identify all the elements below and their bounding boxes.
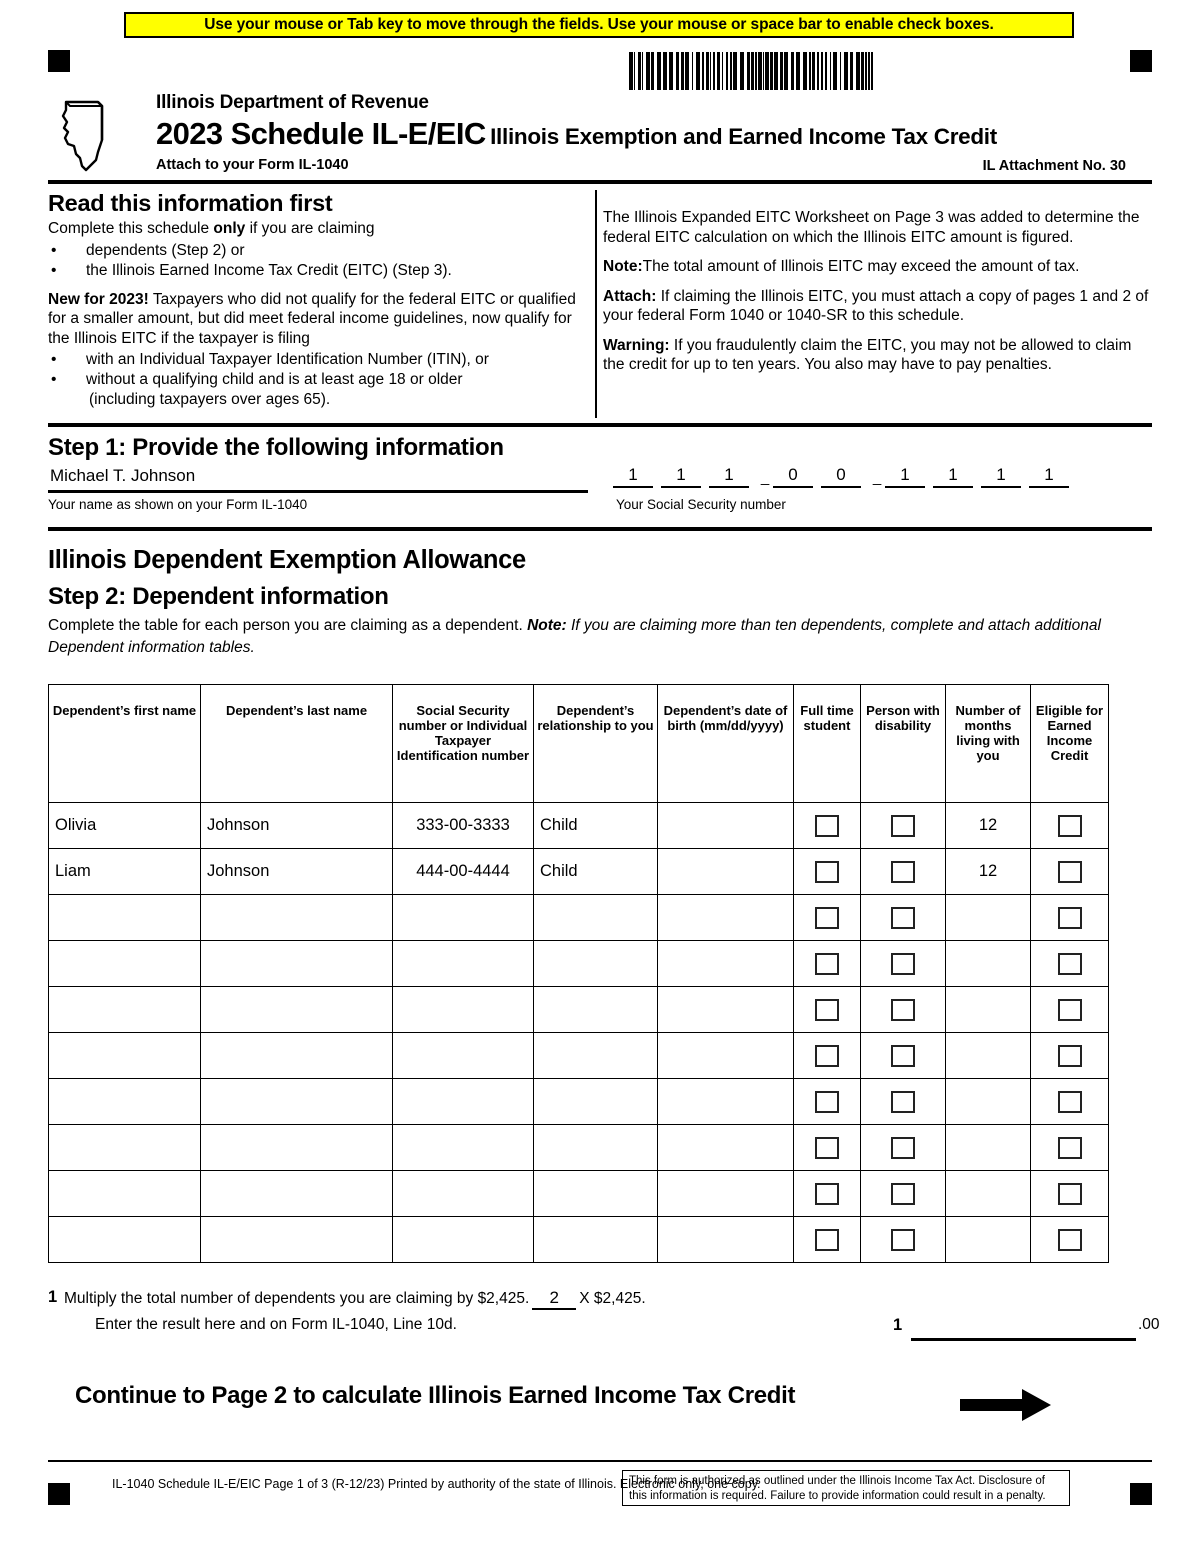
- cell-first-name-value: Olivia: [55, 816, 97, 834]
- cell-eic-eligible[interactable]: [1031, 803, 1109, 849]
- table-row: [49, 1033, 1109, 1079]
- info-bottom-rule: [48, 423, 1152, 427]
- full-time-student-checkbox[interactable]: [815, 1045, 839, 1067]
- cell-eic-eligible[interactable]: [1031, 895, 1109, 941]
- cell-disability[interactable]: [861, 1171, 946, 1217]
- info-left-column: [48, 190, 578, 410]
- ssn-digit-value: 0: [836, 465, 846, 484]
- column-header-disability: Person with disability: [861, 685, 946, 803]
- cell-months-living[interactable]: [946, 1079, 1031, 1125]
- footer-authorization-box: This form is authorized as outlined under the Illinois Income Tax Act. Disclosure of this information is required. Failure to provide information could result in a penalty.: [622, 1470, 1070, 1506]
- ssn-digit-6[interactable]: [885, 464, 925, 488]
- full-time-student-checkbox[interactable]: [815, 815, 839, 837]
- ssn-digit-rule: [821, 486, 861, 488]
- ssn-field-group[interactable]: [613, 464, 1077, 488]
- disability-checkbox[interactable]: [891, 953, 915, 975]
- cell-disability[interactable]: [861, 1033, 946, 1079]
- cell-full-time-student[interactable]: [794, 1125, 861, 1171]
- ssn-digit-rule: [981, 486, 1021, 488]
- line-1-right-number: 1: [893, 1316, 903, 1334]
- cell-months-living[interactable]: [946, 895, 1031, 941]
- bullet-item: [48, 350, 578, 370]
- dependent-count-field[interactable]: 2: [532, 1288, 576, 1310]
- bullet-glyph: •: [51, 351, 57, 368]
- eic-eligible-checkbox[interactable]: [1058, 1091, 1082, 1113]
- new-for-2023-text: Taxpayers who did not qualify for the federal EITC or qualified for a smaller amount, but did meet federal income guidelines, now qualify for the Illinois EITC if the taxpayer is filing: [48, 290, 576, 347]
- cell-first-name[interactable]: [49, 1033, 201, 1079]
- ssn-digit-value: 1: [676, 465, 686, 484]
- bullet-continuation: (including taxpayers over ages 65).: [89, 391, 331, 408]
- note-text: The total amount of Illinois EITC may exceed the amount of tax.: [642, 258, 1080, 275]
- ssn-digit-value: 1: [996, 465, 1006, 484]
- eic-eligible-checkbox[interactable]: [1058, 999, 1082, 1021]
- disability-checkbox[interactable]: [891, 1091, 915, 1113]
- dependent-information-table: [48, 684, 1109, 1263]
- cell-ssn[interactable]: [393, 1125, 534, 1171]
- info-column-divider: [595, 190, 597, 418]
- form-title-main: 2023 Schedule IL-E/EIC: [156, 116, 486, 151]
- table-row: [49, 1125, 1109, 1171]
- cell-last-name[interactable]: [201, 987, 393, 1033]
- cell-disability[interactable]: [861, 941, 946, 987]
- disability-checkbox[interactable]: [891, 1137, 915, 1159]
- cell-relationship[interactable]: [534, 987, 658, 1033]
- step2-description-italic: If you are claiming more than ten dependents, complete and attach additional Dependent information tables.: [48, 617, 1101, 656]
- ssn-separator: _: [872, 469, 882, 486]
- table-row: [49, 1171, 1109, 1217]
- ssn-digit-4[interactable]: [773, 464, 813, 488]
- form-title-row: [156, 116, 997, 152]
- cell-eic-eligible[interactable]: [1031, 1171, 1109, 1217]
- bullet-item: [48, 261, 578, 281]
- cell-disability[interactable]: [861, 1217, 946, 1263]
- cell-date-of-birth[interactable]: [658, 987, 794, 1033]
- table-body: [49, 803, 1109, 1263]
- cell-months-living[interactable]: [946, 1171, 1031, 1217]
- step2-description-plain: Complete the table for each person you are claiming as a dependent.: [48, 617, 528, 634]
- cell-date-of-birth[interactable]: [658, 895, 794, 941]
- cell-first-name-value: Liam: [55, 862, 91, 880]
- full-time-student-checkbox[interactable]: [815, 1183, 839, 1205]
- cell-full-time-student[interactable]: [794, 849, 861, 895]
- column-header-full-time-student: Full time student: [794, 685, 861, 803]
- eic-eligible-checkbox[interactable]: [1058, 953, 1082, 975]
- info-right-column: [603, 208, 1152, 385]
- department-name: Illinois Department of Revenue: [156, 92, 429, 113]
- cell-relationship[interactable]: [534, 849, 658, 895]
- ssn-digit-value: 1: [948, 465, 958, 484]
- cell-last-name-value: Johnson: [207, 862, 270, 880]
- eic-eligible-checkbox[interactable]: [1058, 1137, 1082, 1159]
- taxpayer-name-rule: [48, 490, 588, 493]
- step2-heading: Step 2: Dependent information: [48, 583, 389, 610]
- cell-disability[interactable]: [861, 987, 946, 1033]
- eic-eligible-checkbox[interactable]: [1058, 1045, 1082, 1067]
- cell-relationship[interactable]: [534, 1079, 658, 1125]
- cell-last-name[interactable]: [201, 803, 393, 849]
- cell-first-name[interactable]: [49, 987, 201, 1033]
- table-row: [49, 987, 1109, 1033]
- bullet-glyph: •: [51, 371, 57, 388]
- taxpayer-name-field[interactable]: Michael T. Johnson: [50, 466, 196, 485]
- cell-last-name[interactable]: [201, 1079, 393, 1125]
- attach-label: Attach:: [603, 287, 657, 305]
- full-time-student-checkbox[interactable]: [815, 1137, 839, 1159]
- cell-first-name[interactable]: [49, 1079, 201, 1125]
- cell-full-time-student[interactable]: [794, 1217, 861, 1263]
- table-row: [49, 1079, 1109, 1125]
- cell-relationship-value: Child: [540, 862, 578, 880]
- cell-ssn[interactable]: [393, 803, 534, 849]
- eic-eligible-checkbox[interactable]: [1058, 861, 1082, 883]
- attach-instruction: Attach to your Form IL-1040: [156, 157, 349, 173]
- bullet-glyph: •: [51, 261, 57, 279]
- disability-checkbox[interactable]: [891, 815, 915, 837]
- cell-months-living[interactable]: [946, 987, 1031, 1033]
- cell-last-name[interactable]: [201, 1217, 393, 1263]
- full-time-student-checkbox[interactable]: [815, 861, 839, 883]
- cell-full-time-student[interactable]: [794, 1171, 861, 1217]
- cell-relationship[interactable]: [534, 1171, 658, 1217]
- cell-first-name[interactable]: [49, 1125, 201, 1171]
- cell-ssn[interactable]: [393, 1171, 534, 1217]
- cell-relationship[interactable]: [534, 803, 658, 849]
- cell-last-name[interactable]: [201, 849, 393, 895]
- eic-eligible-checkbox[interactable]: [1058, 1229, 1082, 1251]
- disability-checkbox[interactable]: [891, 1183, 915, 1205]
- intro-bold: only: [213, 220, 246, 237]
- full-time-student-checkbox[interactable]: [815, 907, 839, 929]
- bullet-item: [48, 370, 578, 390]
- cell-full-time-student[interactable]: [794, 941, 861, 987]
- footer-left-text: IL-1040 Schedule IL-E/EIC Page 1 of 3 (R-12/23) Printed by authority of the state of Illinois. Electronic only, one copy.: [112, 1477, 761, 1491]
- bullet-glyph: •: [51, 241, 57, 259]
- cell-disability[interactable]: [861, 895, 946, 941]
- ssn-separator: _: [760, 469, 770, 486]
- column-header-eic-eligible: Eligible for Earned Income Credit: [1031, 685, 1109, 803]
- cell-relationship[interactable]: [534, 1125, 658, 1171]
- full-time-student-checkbox[interactable]: [815, 999, 839, 1021]
- column-header-months-living: Number of months living with you: [946, 685, 1031, 803]
- note-label: Note:: [603, 258, 643, 275]
- attach-text: If claiming the Illinois EITC, you must attach a copy of pages 1 and 2 of your federal Form 1040 or 1040-SR to this schedule.: [603, 287, 1149, 324]
- full-time-student-checkbox[interactable]: [815, 1229, 839, 1251]
- line-1-text-second: Enter the result here and on Form IL-1040, Line 10d.: [95, 1316, 457, 1333]
- ssn-digit-rule: [1029, 486, 1069, 488]
- line-1-text-after: X $2,425.: [579, 1290, 646, 1307]
- intro-post: if you are claiming: [245, 220, 375, 237]
- cell-eic-eligible[interactable]: [1031, 987, 1109, 1033]
- cell-ssn[interactable]: [393, 1217, 534, 1263]
- column-header-date-of-birth: Dependent’s date of birth (mm/dd/yyyy): [658, 685, 794, 803]
- cell-months-living[interactable]: [946, 1033, 1031, 1079]
- cell-ssn-value: 333-00-3333: [416, 816, 510, 834]
- cell-eic-eligible[interactable]: [1031, 1125, 1109, 1171]
- ssn-digit-value: 1: [724, 465, 734, 484]
- line-1-text-before: Multiply the total number of dependents you are claiming by $2,425.: [64, 1290, 530, 1307]
- ssn-digit-rule: [885, 486, 925, 488]
- cell-date-of-birth[interactable]: [658, 1125, 794, 1171]
- warning-paragraph: [603, 336, 1152, 375]
- cell-eic-eligible[interactable]: [1031, 941, 1109, 987]
- form-title-sub: Illinois Exemption and Earned Income Tax Credit: [490, 124, 997, 149]
- ssn-digit-value: 1: [1044, 465, 1054, 484]
- line-1-cents: .00: [1138, 1316, 1160, 1333]
- ssn-digit-9[interactable]: [1029, 464, 1069, 488]
- cell-eic-eligible[interactable]: [1031, 1079, 1109, 1125]
- cell-months-living[interactable]: [946, 941, 1031, 987]
- cell-months-living[interactable]: [946, 1125, 1031, 1171]
- ssn-digit-8[interactable]: [981, 464, 1021, 488]
- continue-to-page-2-text: Continue to Page 2 to calculate Illinois Earned Income Tax Credit: [75, 1382, 796, 1409]
- full-time-student-checkbox[interactable]: [815, 1091, 839, 1113]
- cell-ssn[interactable]: [393, 941, 534, 987]
- cell-relationship[interactable]: [534, 1217, 658, 1263]
- cell-full-time-student[interactable]: [794, 987, 861, 1033]
- step2-description: [48, 615, 1153, 659]
- registration-mark-top-right: [1130, 50, 1152, 72]
- step2-note-label: Note:: [527, 617, 567, 634]
- cell-months-value: 12: [978, 862, 998, 880]
- attach-paragraph: [603, 287, 1152, 326]
- cell-last-name[interactable]: [201, 1125, 393, 1171]
- cell-disability[interactable]: [861, 1079, 946, 1125]
- header-divider-rule: [48, 180, 1152, 184]
- warning-text: If you fraudulently claim the EITC, you may not be allowed to claim the credit for up to ten years. You also may have to pay penalties.: [603, 336, 1132, 373]
- footer-rule: [48, 1460, 1152, 1462]
- ssn-digit-value: 1: [900, 465, 910, 484]
- cell-disability[interactable]: [861, 1125, 946, 1171]
- ssn-digit-3[interactable]: [709, 464, 749, 488]
- cell-full-time-student[interactable]: [794, 1079, 861, 1125]
- cell-months-living[interactable]: [946, 1217, 1031, 1263]
- ssn-digit-2[interactable]: [661, 464, 701, 488]
- line-1-amount-field[interactable]: [911, 1338, 1136, 1341]
- warning-label: Warning:: [603, 336, 670, 354]
- cell-eic-eligible[interactable]: [1031, 1217, 1109, 1263]
- column-header-first-name: Dependent’s first name: [49, 685, 201, 803]
- instruction-banner: Use your mouse or Tab key to move through the fields. Use your mouse or space bar to enable check boxes.: [124, 12, 1074, 38]
- cell-ssn[interactable]: [393, 895, 534, 941]
- bullet-item: [48, 241, 578, 261]
- right-arrow-icon: [960, 1388, 1052, 1422]
- cell-ssn[interactable]: [393, 849, 534, 895]
- ssn-digit-value: 0: [788, 465, 798, 484]
- ssn-digit-7[interactable]: [933, 464, 973, 488]
- bullet-text: with an Individual Taxpayer Identification Number (ITIN), or: [86, 351, 489, 368]
- ssn-digit-rule: [709, 486, 749, 488]
- cell-disability[interactable]: [861, 803, 946, 849]
- registration-mark-bottom-right: [1130, 1483, 1152, 1505]
- cell-full-time-student[interactable]: [794, 895, 861, 941]
- full-time-student-checkbox[interactable]: [815, 953, 839, 975]
- cell-ssn[interactable]: [393, 987, 534, 1033]
- disability-checkbox[interactable]: [891, 1045, 915, 1067]
- cell-relationship[interactable]: [534, 895, 658, 941]
- bullet-text: the Illinois Earned Income Tax Credit (EITC) (Step 3).: [86, 261, 452, 279]
- cell-full-time-student[interactable]: [794, 1033, 861, 1079]
- cell-disability[interactable]: [861, 849, 946, 895]
- spacer: [48, 281, 578, 290]
- eic-eligible-checkbox[interactable]: [1058, 1183, 1082, 1205]
- column-header-ssn-itin: Social Security number or Individual Taxpayer Identification number: [393, 685, 534, 803]
- cell-date-of-birth[interactable]: [658, 1079, 794, 1125]
- cell-ssn-value: 444-00-4444: [416, 862, 510, 880]
- cell-date-of-birth[interactable]: [658, 1033, 794, 1079]
- line-1-text: [64, 1288, 646, 1310]
- ssn-digit-rule: [661, 486, 701, 488]
- cell-date-of-birth[interactable]: [658, 1171, 794, 1217]
- cell-first-name[interactable]: [49, 1217, 201, 1263]
- cell-last-name-value: Johnson: [207, 816, 270, 834]
- cell-relationship-value: Child: [540, 816, 578, 834]
- ssn-digit-value: 1: [628, 465, 638, 484]
- note-paragraph: [603, 257, 1152, 277]
- read-first-heading: Read this information first: [48, 190, 333, 216]
- cell-date-of-birth[interactable]: [658, 1217, 794, 1263]
- cell-months-living[interactable]: [946, 849, 1031, 895]
- read-first-intro: [48, 219, 578, 239]
- column-header-last-name: Dependent’s last name: [201, 685, 393, 803]
- column-header-relationship: Dependent’s relationship to you: [534, 685, 658, 803]
- table-row: [49, 941, 1109, 987]
- disability-checkbox[interactable]: [891, 907, 915, 929]
- registration-mark-bottom-left: [48, 1483, 70, 1505]
- illinois-state-outline-icon: [52, 96, 112, 176]
- ssn-digit-rule: [773, 486, 813, 488]
- cell-first-name[interactable]: [49, 895, 201, 941]
- ssn-digit-rule: [933, 486, 973, 488]
- worksheet-note: The Illinois Expanded EITC Worksheet on Page 3 was added to determine the federal EITC calculation on which the Illinois EITC amount is figured.: [603, 209, 1140, 246]
- disability-checkbox[interactable]: [891, 861, 915, 883]
- cell-months-value: 12: [978, 816, 998, 834]
- cell-last-name[interactable]: [201, 941, 393, 987]
- form-barcode: [629, 52, 876, 90]
- cell-first-name[interactable]: [49, 803, 201, 849]
- table-header-row: [49, 685, 1109, 803]
- allowance-heading: Illinois Dependent Exemption Allowance: [48, 546, 526, 574]
- cell-last-name[interactable]: [201, 1171, 393, 1217]
- ssn-digit-1[interactable]: [613, 464, 653, 488]
- ssn-digit-rule: [613, 486, 653, 488]
- cell-date-of-birth[interactable]: [658, 941, 794, 987]
- cell-ssn[interactable]: [393, 1079, 534, 1125]
- bullet-text: dependents (Step 2) or: [86, 241, 245, 259]
- cell-date-of-birth[interactable]: [658, 849, 794, 895]
- ssn-caption: Your Social Security number: [616, 497, 786, 512]
- bullet-text: without a qualifying child and is at least age 18 or older: [86, 371, 463, 388]
- cell-eic-eligible[interactable]: [1031, 1033, 1109, 1079]
- cell-last-name[interactable]: [201, 895, 393, 941]
- cell-ssn[interactable]: [393, 1033, 534, 1079]
- cell-date-of-birth[interactable]: [658, 803, 794, 849]
- cell-first-name[interactable]: [49, 941, 201, 987]
- new-for-2023-label: New for 2023!: [48, 290, 149, 308]
- table-row: [49, 895, 1109, 941]
- disability-checkbox[interactable]: [891, 999, 915, 1021]
- line-1-number: 1: [48, 1288, 58, 1306]
- cell-first-name[interactable]: [49, 849, 201, 895]
- cell-relationship[interactable]: [534, 1033, 658, 1079]
- cell-months-living[interactable]: [946, 803, 1031, 849]
- cell-eic-eligible[interactable]: [1031, 849, 1109, 895]
- eic-eligible-checkbox[interactable]: [1058, 815, 1082, 837]
- step1-heading: Step 1: Provide the following information: [48, 434, 504, 461]
- taxpayer-name-caption: Your name as shown on your Form IL-1040: [48, 497, 308, 512]
- disability-checkbox[interactable]: [891, 1229, 915, 1251]
- table-row: [49, 849, 1109, 895]
- registration-mark-top-left: [48, 50, 70, 72]
- cell-relationship[interactable]: [534, 941, 658, 987]
- step1-bottom-rule: [48, 527, 1152, 531]
- table-row: [49, 1217, 1109, 1263]
- cell-last-name[interactable]: [201, 1033, 393, 1079]
- table-row: [49, 803, 1109, 849]
- new-for-2023-paragraph: [48, 290, 578, 349]
- cell-first-name[interactable]: [49, 1171, 201, 1217]
- attachment-number: IL Attachment No. 30: [982, 158, 1126, 174]
- eic-eligible-checkbox[interactable]: [1058, 907, 1082, 929]
- cell-full-time-student[interactable]: [794, 803, 861, 849]
- intro-pre: Complete this schedule: [48, 220, 214, 237]
- ssn-digit-5[interactable]: [821, 464, 861, 488]
